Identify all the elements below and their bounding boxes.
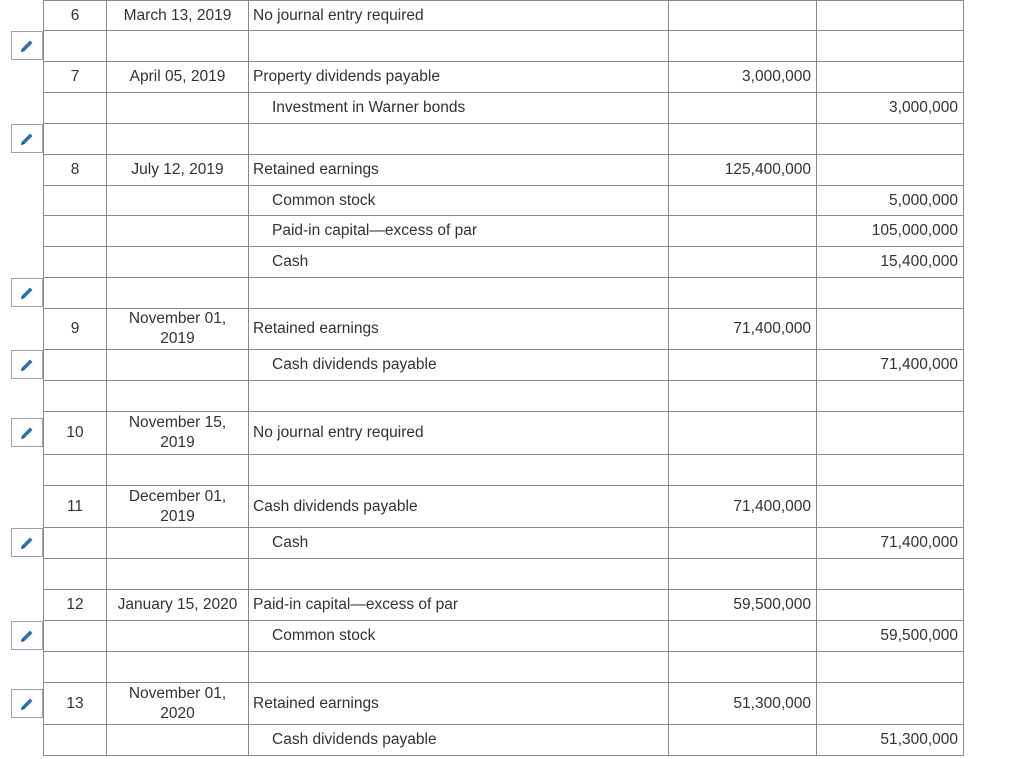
entry-date bbox=[107, 725, 249, 756]
entry-number: 6 bbox=[44, 1, 107, 31]
entry-number bbox=[44, 278, 107, 309]
account-cell[interactable]: Retained earnings bbox=[249, 155, 669, 186]
credit-cell[interactable] bbox=[817, 486, 964, 528]
account-cell[interactable] bbox=[249, 652, 669, 683]
journal-row bbox=[44, 621, 964, 652]
debit-cell[interactable] bbox=[669, 93, 817, 124]
edit-entry-button[interactable] bbox=[11, 278, 43, 307]
journal-row bbox=[44, 559, 964, 590]
pencil-icon bbox=[19, 696, 35, 712]
debit-cell[interactable] bbox=[669, 350, 817, 381]
account-cell[interactable]: Investment in Warner bonds bbox=[249, 93, 669, 124]
entry-date bbox=[107, 652, 249, 683]
entry-date bbox=[107, 216, 249, 247]
edit-entry-button[interactable] bbox=[11, 350, 43, 379]
entry-date bbox=[107, 381, 249, 412]
journal-entry-table bbox=[43, 0, 964, 756]
account-cell[interactable]: Cash bbox=[249, 247, 669, 278]
account-cell[interactable]: Common stock bbox=[249, 186, 669, 216]
entry-number bbox=[44, 247, 107, 278]
account-cell[interactable] bbox=[249, 278, 669, 309]
entry-date bbox=[107, 350, 249, 381]
journal-row bbox=[44, 725, 964, 756]
debit-cell[interactable] bbox=[669, 412, 817, 455]
journal-row bbox=[44, 155, 964, 186]
journal-row bbox=[44, 93, 964, 124]
debit-cell[interactable]: 3,000,000 bbox=[669, 62, 817, 93]
credit-cell[interactable] bbox=[817, 31, 964, 62]
entry-number: 8 bbox=[44, 155, 107, 186]
edit-entry-button[interactable] bbox=[11, 418, 43, 447]
journal-row bbox=[44, 31, 964, 62]
entry-number bbox=[44, 124, 107, 155]
debit-cell[interactable] bbox=[669, 186, 817, 216]
credit-cell[interactable]: 3,000,000 bbox=[817, 93, 964, 124]
credit-cell[interactable] bbox=[817, 652, 964, 683]
pencil-icon bbox=[19, 357, 35, 373]
account-cell[interactable] bbox=[249, 31, 669, 62]
edit-entry-button[interactable] bbox=[11, 689, 43, 718]
entry-date: November 15, 2019 bbox=[107, 412, 249, 455]
entry-date bbox=[107, 559, 249, 590]
entry-date: July 12, 2019 bbox=[107, 155, 249, 186]
journal-row bbox=[44, 350, 964, 381]
account-cell[interactable]: Cash bbox=[249, 528, 669, 559]
entry-number bbox=[44, 528, 107, 559]
account-cell[interactable] bbox=[249, 124, 669, 155]
pencil-icon bbox=[19, 131, 35, 147]
credit-cell[interactable] bbox=[817, 1, 964, 31]
entry-number: 13 bbox=[44, 683, 107, 725]
entry-date bbox=[107, 528, 249, 559]
edit-entry-button[interactable] bbox=[11, 621, 43, 650]
credit-cell[interactable] bbox=[817, 590, 964, 621]
account-cell[interactable]: Retained earnings bbox=[249, 309, 669, 350]
entry-date bbox=[107, 93, 249, 124]
entry-number bbox=[44, 559, 107, 590]
entry-date: March 13, 2019 bbox=[107, 1, 249, 31]
journal-row bbox=[44, 652, 964, 683]
debit-cell[interactable] bbox=[669, 124, 817, 155]
credit-cell[interactable]: 51,300,000 bbox=[817, 725, 964, 756]
edit-entry-button[interactable] bbox=[11, 124, 43, 153]
entry-date bbox=[107, 247, 249, 278]
credit-cell[interactable]: 5,000,000 bbox=[817, 186, 964, 216]
entry-number bbox=[44, 350, 107, 381]
entry-number bbox=[44, 186, 107, 216]
entry-date bbox=[107, 455, 249, 486]
account-cell[interactable]: Paid-in capital—excess of par bbox=[249, 216, 669, 247]
debit-cell[interactable] bbox=[669, 1, 817, 31]
credit-cell[interactable] bbox=[817, 278, 964, 309]
journal-row bbox=[44, 412, 964, 455]
entry-date bbox=[107, 278, 249, 309]
credit-cell[interactable]: 15,400,000 bbox=[817, 247, 964, 278]
account-cell[interactable]: Cash dividends payable bbox=[249, 486, 669, 528]
entry-date bbox=[107, 186, 249, 216]
entry-date: December 01, 2019 bbox=[107, 486, 249, 528]
entry-number bbox=[44, 216, 107, 247]
account-cell[interactable]: Paid-in capital—excess of par bbox=[249, 590, 669, 621]
entry-number: 9 bbox=[44, 309, 107, 350]
debit-cell[interactable] bbox=[669, 528, 817, 559]
entry-number bbox=[44, 93, 107, 124]
entry-date bbox=[107, 124, 249, 155]
entry-date: January 15, 2020 bbox=[107, 590, 249, 621]
journal-row bbox=[44, 590, 964, 621]
entry-number: 12 bbox=[44, 590, 107, 621]
journal-row bbox=[44, 309, 964, 350]
entry-number bbox=[44, 725, 107, 756]
credit-cell[interactable] bbox=[817, 309, 964, 350]
entry-number: 10 bbox=[44, 412, 107, 455]
account-cell[interactable]: Common stock bbox=[249, 621, 669, 652]
debit-cell[interactable]: 51,300,000 bbox=[669, 683, 817, 725]
journal-row bbox=[44, 278, 964, 309]
credit-cell[interactable] bbox=[817, 455, 964, 486]
journal-row bbox=[44, 124, 964, 155]
debit-cell[interactable]: 71,400,000 bbox=[669, 486, 817, 528]
entry-number bbox=[44, 455, 107, 486]
debit-cell[interactable]: 71,400,000 bbox=[669, 309, 817, 350]
credit-cell[interactable] bbox=[817, 62, 964, 93]
account-cell[interactable]: Cash dividends payable bbox=[249, 350, 669, 381]
journal-row bbox=[44, 381, 964, 412]
pencil-icon bbox=[19, 38, 35, 54]
entry-number bbox=[44, 31, 107, 62]
entry-date: November 01, 2020 bbox=[107, 683, 249, 725]
journal-row bbox=[44, 186, 964, 216]
entry-number: 11 bbox=[44, 486, 107, 528]
debit-cell[interactable] bbox=[669, 652, 817, 683]
entry-date: April 05, 2019 bbox=[107, 62, 249, 93]
credit-cell[interactable]: 59,500,000 bbox=[817, 621, 964, 652]
journal-row bbox=[44, 486, 964, 528]
account-cell[interactable]: No journal entry required bbox=[249, 412, 669, 455]
account-cell[interactable] bbox=[249, 455, 669, 486]
debit-cell[interactable] bbox=[669, 725, 817, 756]
debit-cell[interactable] bbox=[669, 559, 817, 590]
debit-cell[interactable] bbox=[669, 247, 817, 278]
journal-row bbox=[44, 62, 964, 93]
debit-cell[interactable] bbox=[669, 381, 817, 412]
account-cell[interactable]: Retained earnings bbox=[249, 683, 669, 725]
debit-cell[interactable] bbox=[669, 455, 817, 486]
journal-row bbox=[44, 528, 964, 559]
entry-number bbox=[44, 621, 107, 652]
account-cell[interactable] bbox=[249, 381, 669, 412]
entry-number: 7 bbox=[44, 62, 107, 93]
credit-cell[interactable]: 71,400,000 bbox=[817, 528, 964, 559]
journal-row bbox=[44, 1, 964, 31]
journal-row bbox=[44, 216, 964, 247]
entry-number bbox=[44, 381, 107, 412]
journal-row bbox=[44, 683, 964, 725]
pencil-icon bbox=[19, 628, 35, 644]
journal-row bbox=[44, 455, 964, 486]
credit-cell[interactable]: 105,000,000 bbox=[817, 216, 964, 247]
edit-entry-button[interactable] bbox=[11, 31, 43, 60]
journal-row bbox=[44, 247, 964, 278]
credit-cell[interactable] bbox=[817, 559, 964, 590]
debit-cell[interactable] bbox=[669, 621, 817, 652]
entry-date bbox=[107, 31, 249, 62]
credit-cell[interactable]: 71,400,000 bbox=[817, 350, 964, 381]
account-cell[interactable] bbox=[249, 559, 669, 590]
credit-cell[interactable] bbox=[817, 155, 964, 186]
credit-cell[interactable] bbox=[817, 412, 964, 455]
debit-cell[interactable] bbox=[669, 216, 817, 247]
entry-date bbox=[107, 621, 249, 652]
debit-cell[interactable]: 125,400,000 bbox=[669, 155, 817, 186]
entry-date: November 01, 2019 bbox=[107, 309, 249, 350]
account-cell[interactable]: Cash dividends payable bbox=[249, 725, 669, 756]
account-cell[interactable]: Property dividends payable bbox=[249, 62, 669, 93]
credit-cell[interactable] bbox=[817, 683, 964, 725]
debit-cell[interactable] bbox=[669, 278, 817, 309]
credit-cell[interactable] bbox=[817, 124, 964, 155]
account-cell[interactable]: No journal entry required bbox=[249, 1, 669, 31]
debit-cell[interactable] bbox=[669, 31, 817, 62]
pencil-icon bbox=[19, 425, 35, 441]
debit-cell[interactable]: 59,500,000 bbox=[669, 590, 817, 621]
pencil-icon bbox=[19, 535, 35, 551]
edit-entry-button[interactable] bbox=[11, 528, 43, 557]
pencil-icon bbox=[19, 285, 35, 301]
credit-cell[interactable] bbox=[817, 381, 964, 412]
entry-number bbox=[44, 652, 107, 683]
